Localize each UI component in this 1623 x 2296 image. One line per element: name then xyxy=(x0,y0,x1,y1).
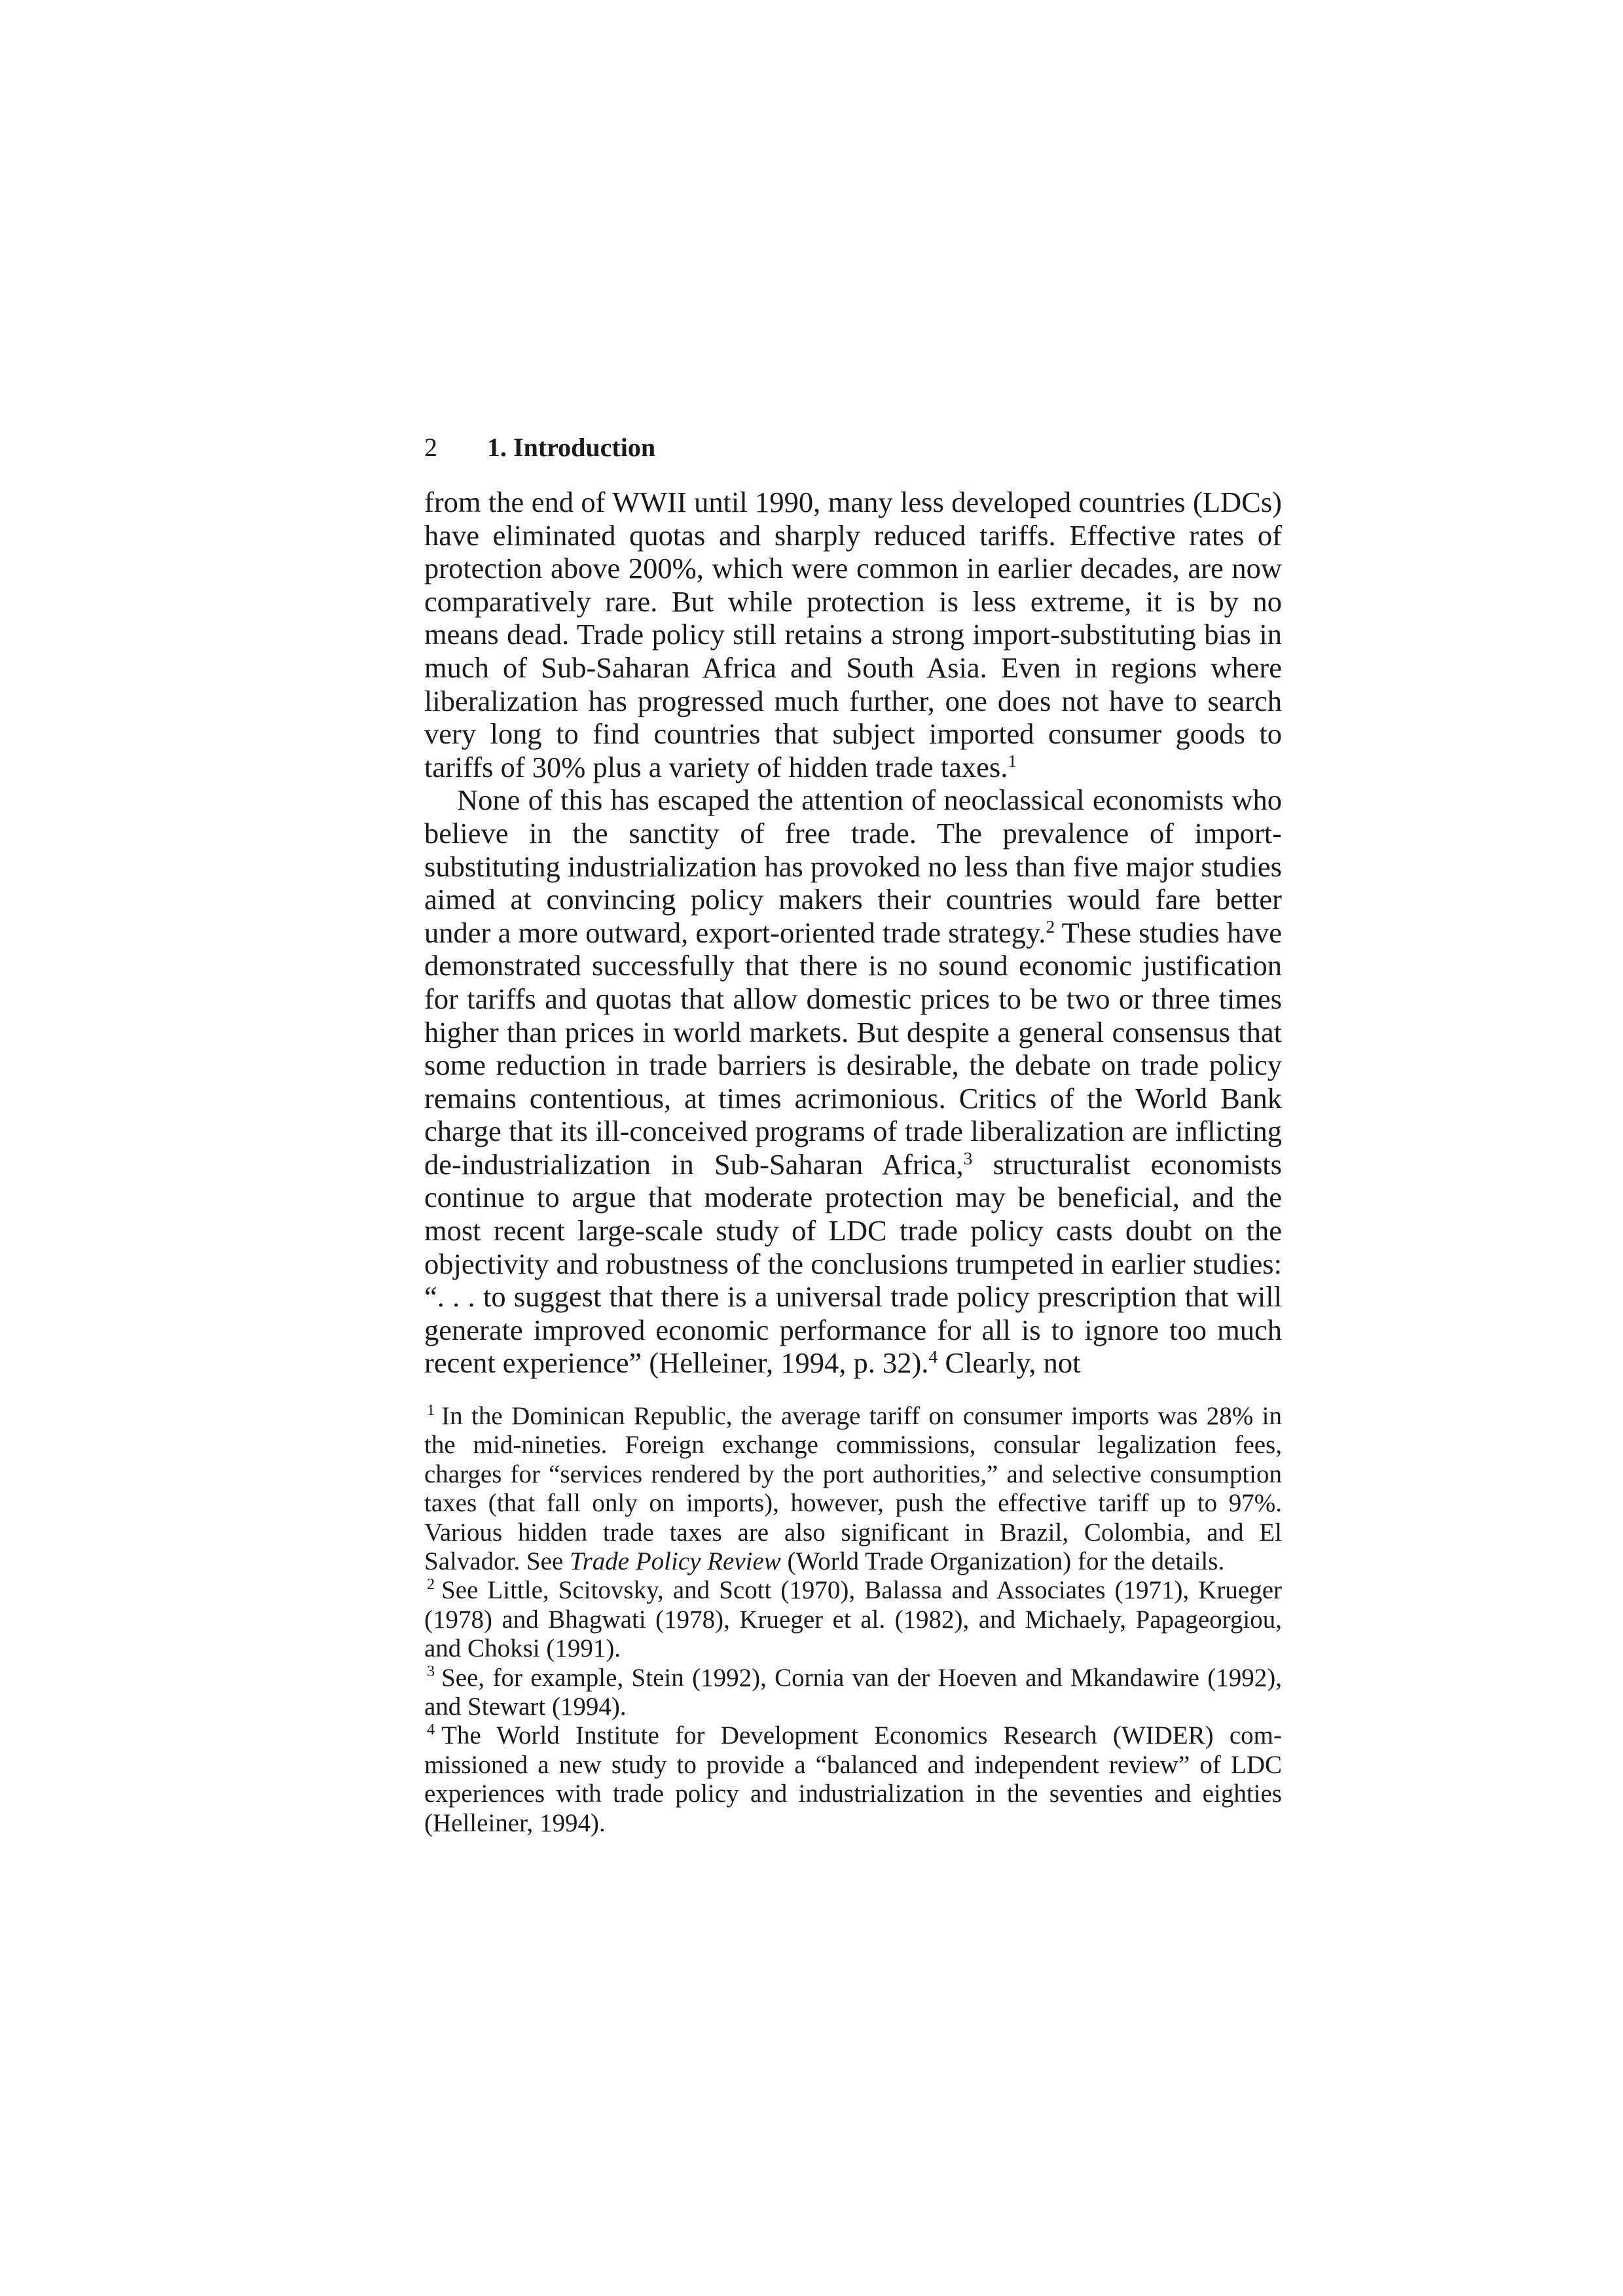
footnote-ref-1: 1 xyxy=(1008,750,1017,771)
footnote-1-text-end: (World Trade Organization) for the details. xyxy=(780,1547,1225,1576)
main-text xyxy=(424,486,1282,1380)
running-head xyxy=(424,432,1282,463)
footnote-4 xyxy=(424,1721,1282,1838)
footnote-2-text: See Little, Scitovsky, and Scott (1970), Balassa and Associates (1971), Krueger (1978) and Bhagwati (1978), Krueger et al. (1982), and Michaely, Papageorgiou, and Choksi (1991). xyxy=(424,1576,1282,1663)
footnote-2-mark: 2 xyxy=(427,1575,435,1593)
footnote-3 xyxy=(424,1664,1282,1722)
paragraph-2-part-4: Clearly, not xyxy=(938,1346,1081,1380)
paragraph-2 xyxy=(424,783,1282,1380)
paragraph-2-part-1: None of this has escaped the attention of neoclassical economists who believe in the sanctity of free trade. The prevalence of import-substituting industrialization has provoked no less than five major studies aimed at convincing policy makers their countries would fare better under a more outward, export-oriented trade strategy. xyxy=(424,783,1282,949)
footnote-3-mark: 3 xyxy=(427,1662,435,1681)
chapter-title: 1. Introduction xyxy=(487,433,656,462)
footnote-4-text: The World Institute for Development Economics Research (WIDER) commissioned a new study to provide a “balanced and independent review” of LDC experiences with trade policy and industrialization in the seventies and eighties (Helleiner, 1994). xyxy=(424,1721,1282,1837)
footnote-ref-2: 2 xyxy=(1046,916,1055,937)
footnote-ref-3: 3 xyxy=(963,1147,973,1168)
page-number: 2 xyxy=(424,433,437,462)
footnote-ref-4: 4 xyxy=(928,1346,938,1367)
footnote-2 xyxy=(424,1576,1282,1663)
footnote-1 xyxy=(424,1402,1282,1576)
paragraph-1-text: from the end of WWII until 1990, many less developed countries (LDCs) have eliminated quotas and sharply reduced tariffs. Effective rates of protection above 200%, which were common in earlier decades, are now comparatively rare. But while protection is less extreme, it is by no means dead. Trade policy still retains a strong import-substituting bias in much of Sub-Saharan Africa and South Asia. Even in regions where liberalization has progressed much further, one does not have to search very long to find countries that subject imported consumer goods to tariffs of 30% plus a variety of hidden trade taxes. xyxy=(424,486,1282,783)
paragraph-2-part-3: structuralist economists continue to argue that moderate protection may be beneficial, and the most recent large-scale study of LDC trade policy casts doubt on the objectivity and robustness of the conclusions trumpeted in earlier studies: “. . . to suggest that there is a universal trade policy prescription that will generate improved economic performance for all is to ignore too much recent experience” (Helleiner, 1994, p. 32). xyxy=(424,1147,1282,1380)
footnote-3-text: See, for example, Stein (1992), Cornia van der Hoeven and Mkandawire (1992), and Stewart (1994). xyxy=(424,1663,1282,1721)
footnote-1-text: In the Dominican Republic, the average tariff on consumer imports was 28% in the mid-nineties. Foreign exchange commissions, consular legalization fees, charges for “services rendered by the port authorities,” and selective consumption taxes (that fall only on imports), however, push the effective tariff up to 97%. Various hidden trade taxes are also significant in Brazil, Colombia, and El Salvador. See xyxy=(424,1402,1282,1576)
footnote-4-mark: 4 xyxy=(427,1720,435,1738)
paragraph-2-part-2: These studies have demonstrated successfully that there is no sound economic justification for tariffs and quotas that allow domestic prices to be two or three times higher than prices in world markets. But despite a general consensus that some reduction in trade barriers is desirable, the debate on trade policy remains contentious, at times acrimonious. Critics of the World Bank charge that its ill-conceived programs of trade liberalization are inflicting de-industrialization in Sub-Saharan Africa, xyxy=(424,916,1282,1181)
footnote-1-italic-title: Trade Policy Review xyxy=(570,1547,781,1576)
paragraph-1 xyxy=(424,486,1282,783)
footnotes xyxy=(424,1402,1282,1838)
footnote-1-mark: 1 xyxy=(427,1401,435,1419)
